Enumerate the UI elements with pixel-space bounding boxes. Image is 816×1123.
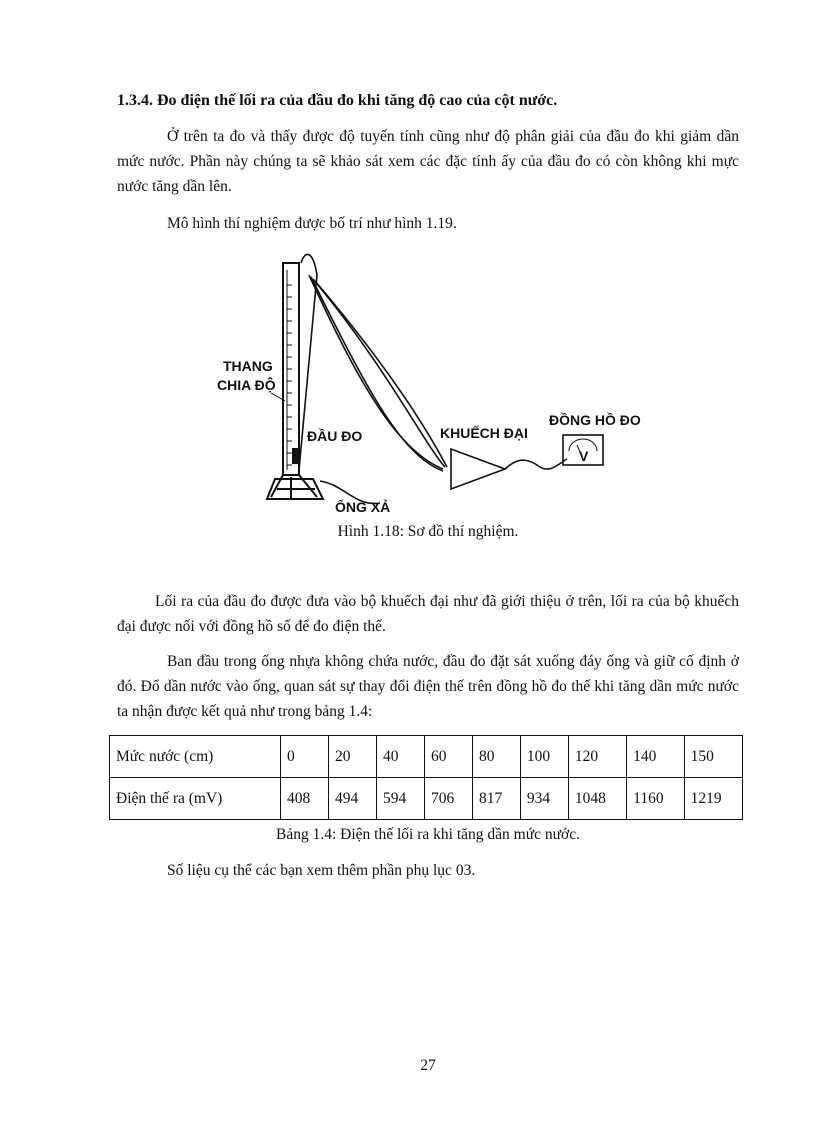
paragraph-appendix: Số liệu cụ thể các bạn xem thêm phần phụ lục 03. bbox=[167, 862, 476, 879]
experiment-diagram bbox=[205, 245, 650, 525]
table-cell: 1219 bbox=[684, 778, 742, 820]
page-number: 27 bbox=[420, 1057, 436, 1074]
table-cell: 80 bbox=[472, 736, 520, 778]
table-cell: 140 bbox=[627, 736, 685, 778]
label-meter: ĐỒNG HỒ ĐO bbox=[549, 412, 641, 428]
results-table bbox=[109, 735, 743, 820]
meter-symbol: V bbox=[579, 448, 589, 464]
output-wire bbox=[505, 459, 567, 469]
amplifier-symbol bbox=[451, 449, 505, 489]
section-heading: 1.3.4. Đo điện thế lối ra của đầu đo khi tăng độ cao của cột nước. bbox=[117, 92, 558, 109]
paragraph-procedure: Ban đầu trong ống nhựa không chứa nước, đầu đo đặt sát xuống đáy ống và giữ cố định ở đó. Đổ dần nước vào ống, quan sát sự thay đổi điện thế trên đồng hồ đo thế khi tăng dần mức nước ta nhận được kết quả như trong bảng 1.4: bbox=[117, 653, 739, 720]
table-cell: 494 bbox=[328, 778, 376, 820]
table-cell: 706 bbox=[424, 778, 472, 820]
paragraph-model: Mô hình thí nghiệm được bố trí như hình 1.19. bbox=[167, 215, 457, 232]
table-cell: 120 bbox=[568, 736, 626, 778]
paragraph-intro: Ở trên ta đo và thấy được độ tuyến tính cũng như độ phân giải của đầu đo khi giảm dần mức nước. Phần này chúng ta sẽ khảo sát xem các đặc tính ấy của đầu đo có còn không khi mực nước tăng dần lên. bbox=[117, 128, 739, 195]
label-scale-line1: THANG bbox=[223, 358, 273, 374]
table-cell: 20 bbox=[328, 736, 376, 778]
table-cell: 594 bbox=[376, 778, 424, 820]
row-header-voltage: Điện thế ra (mV) bbox=[110, 778, 281, 820]
table-cell: 40 bbox=[376, 736, 424, 778]
table-cell: 0 bbox=[281, 736, 329, 778]
table-cell: 150 bbox=[684, 736, 742, 778]
table-cell: 1048 bbox=[568, 778, 626, 820]
table-cell: 100 bbox=[520, 736, 568, 778]
label-scale-line2: CHIA ĐỘ bbox=[217, 377, 276, 393]
table-cell: 60 bbox=[424, 736, 472, 778]
label-probe: ĐẦU ĐO bbox=[307, 428, 363, 444]
figure-caption: Hình 1.18: Sơ đồ thí nghiệm. bbox=[337, 523, 519, 540]
table-cell: 1160 bbox=[627, 778, 685, 820]
table-caption: Bảng 1.4: Điện thế lối ra khi tăng dần mức nước. bbox=[276, 826, 580, 843]
label-drain: ỐNG XẢ bbox=[335, 499, 391, 515]
scale-ticks bbox=[287, 285, 292, 465]
label-amplifier: KHUẾCH ĐẠI bbox=[440, 425, 528, 441]
table-row-voltage bbox=[110, 778, 743, 820]
paragraph-amplifier: Lối ra của đầu đo được đưa vào bộ khuếch đại như đã giới thiệu ở trên, lối ra của bộ khuếch đại được nối với đồng hồ số để đo điện thế. bbox=[117, 593, 739, 635]
table-cell: 817 bbox=[472, 778, 520, 820]
table-cell: 934 bbox=[520, 778, 568, 820]
table-cell: 408 bbox=[281, 778, 329, 820]
row-header-water-level: Mức nước (cm) bbox=[110, 736, 281, 778]
tube-stand bbox=[267, 475, 323, 499]
probe-sensor bbox=[292, 448, 299, 464]
table-row-water-level bbox=[110, 736, 743, 778]
